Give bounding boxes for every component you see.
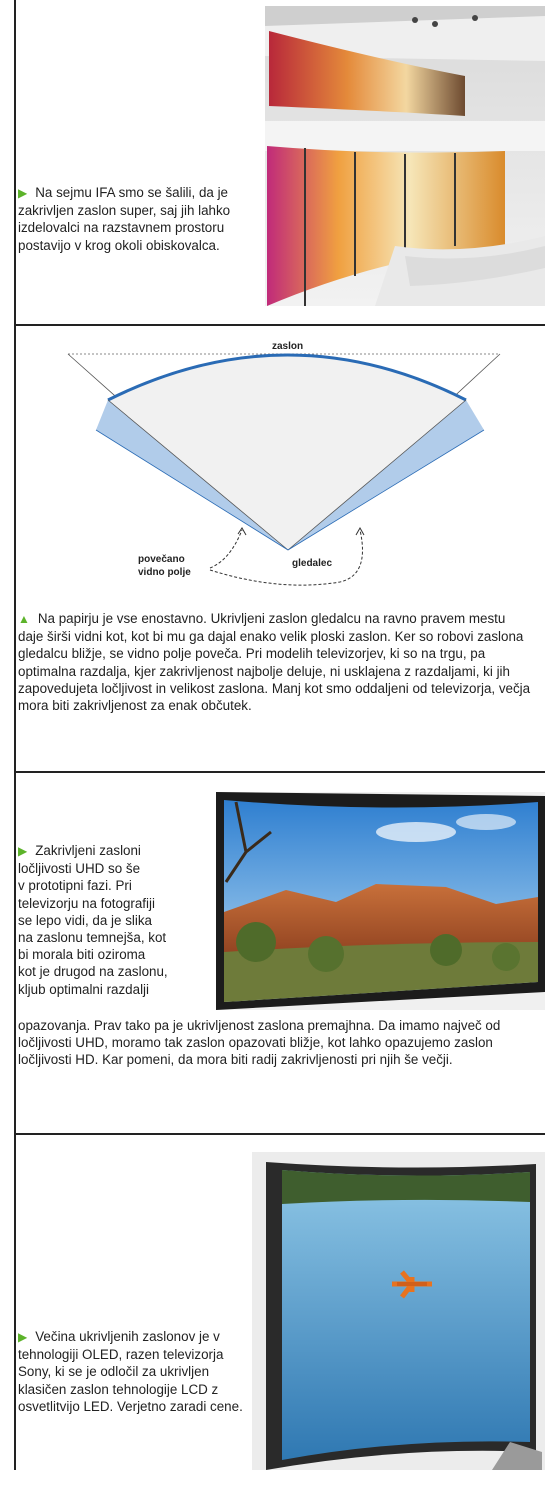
triangle-right-icon: ▶ xyxy=(18,186,28,200)
caption-ifa xyxy=(18,184,258,254)
caption-uhd-line-4: televizorju na fotografiji xyxy=(18,895,155,911)
caption-diagram xyxy=(18,610,532,714)
caption-sony xyxy=(18,1328,243,1415)
caption-uhd-line-8: kot je drugod na zaslonu, xyxy=(18,964,168,980)
triangle-right-icon: ▶ xyxy=(18,844,28,858)
label-fov-line1: povečano xyxy=(138,554,185,565)
caption-sony-text: Večina ukrivljenih zaslonov je v tehnologiji OLED, razen televizorja Sony, ki se je odločil za ukrivljen klasičen zaslon tehnologije LCD z osvetlitvijo LED. Verjetno zaradi cene. xyxy=(18,1329,243,1414)
label-screen: zaslon xyxy=(272,341,304,352)
label-fov-line2: vidno polje xyxy=(138,567,191,578)
section-divider-2 xyxy=(14,771,545,773)
section-divider-3 xyxy=(14,1133,545,1135)
uhd-curved-tv-photo xyxy=(216,792,545,1010)
caption-uhd-line-1: ▶ Zakrivljeni zasloni xyxy=(18,843,141,858)
field-of-view-diagram xyxy=(20,330,540,595)
left-column-rule xyxy=(14,0,16,1470)
caption-uhd-line-2: ločljivosti UHD so še xyxy=(18,861,141,877)
caption-uhd-line-9: kljub optimalni razdalji xyxy=(18,981,149,997)
triangle-up-icon: ▲ xyxy=(18,612,30,626)
caption-ifa-text: Na sejmu IFA smo se šalili, da je zakrivljen zaslon super, saj jih lahko izdelovalci na razstavnem prostoru postavijo v krog okoli obiskovalca. xyxy=(18,185,231,253)
ifa-curved-screens-photo xyxy=(265,6,545,306)
caption-uhd xyxy=(18,842,218,998)
sony-curved-tv-photo xyxy=(252,1152,545,1470)
section-divider-1 xyxy=(14,324,545,326)
caption-uhd-line-7: bi morala biti oziroma xyxy=(18,947,146,963)
caption-diagram-text: Na papirju je vse enostavno. Ukrivljeni zaslon gledalcu na ravno pravem mestu daje širši vidni kot, kot bi mu ga dajal enako velik ploski zaslon. Ker so robovi zaslona gledalcu bližje, se vidno polje poveča. Pri modelih televizorjev, ki so na trgu, pa optimalna razdalja, kjer zakrivljenost najbolje deluje, ni usklajena z razdaljami, ki jih zapovedujeta ločljivost in velikost zaslona. Manj kot smo oddaljeni od televizorja, večja mora biti zakrivljenost za enak občutek. xyxy=(18,611,531,714)
triangle-right-icon: ▶ xyxy=(18,1330,28,1344)
caption-uhd-line-6: na zaslonu temnejša, kot xyxy=(18,930,167,946)
caption-uhd-continued: opazovanja. Prav tako pa je ukrivljenost zaslona premajhna. Da imamo največ od ločljivosti UHD, moramo tak zaslon opazovati bližje, kot lahko opazujemo zaslon ločljivosti HD. Kar pomeni, da mora biti radij zakrivljenosti pri njih še večji. xyxy=(18,1018,501,1068)
label-viewer: gledalec xyxy=(292,558,333,569)
caption-uhd-line-3: v prototipni fazi. Pri xyxy=(18,878,132,894)
caption-uhd-line-5: se lepo vidi, da je slika xyxy=(18,912,152,928)
